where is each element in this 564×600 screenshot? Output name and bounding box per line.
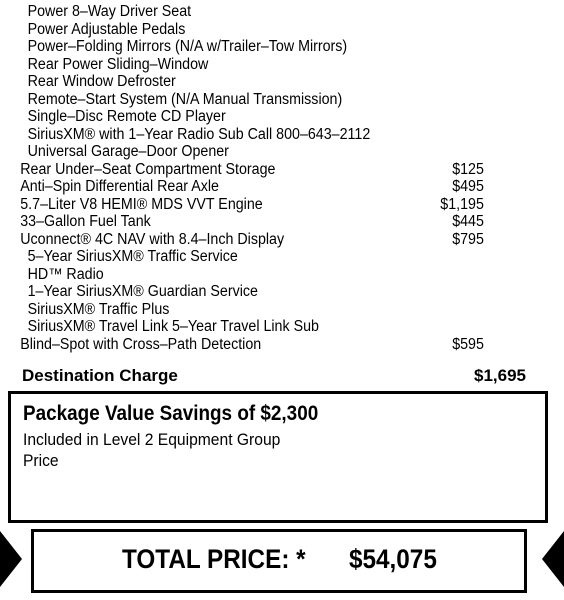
option-row — [0, 108, 519, 126]
option-label: Uconnect® 4C NAV with 8.4–Inch Display — [20, 230, 285, 248]
option-row — [0, 38, 519, 56]
arrow-right-icon — [0, 531, 28, 587]
option-row — [0, 266, 519, 284]
option-label: 33–Gallon Fuel Tank — [20, 213, 151, 230]
option-row — [0, 161, 519, 179]
option-row — [0, 336, 519, 354]
destination-charge-row — [22, 366, 526, 386]
option-row — [0, 178, 519, 196]
option-label: Power–Folding Mirrors (N/A w/Trailer–Tow Mirrors) — [27, 38, 348, 55]
package-savings-title: Package Value Savings of $2,300 — [23, 402, 319, 425]
option-label: Universal Garage–Door Opener — [27, 143, 229, 160]
option-label: Rear Under–Seat Compartment Storage — [20, 160, 276, 178]
destination-charge-price: $1,695 — [474, 366, 526, 385]
total-price-box — [31, 529, 527, 593]
option-label: Remote–Start System (N/A Manual Transmission) — [27, 90, 343, 108]
total-price-band — [0, 523, 564, 600]
option-row — [0, 231, 519, 249]
option-label: Rear Window Defroster — [27, 73, 176, 90]
option-row — [0, 126, 519, 144]
option-row — [0, 301, 519, 319]
option-label: SiriusXM® with 1–Year Radio Sub Call 800–643–2112 — [27, 125, 371, 143]
option-price: $495 — [452, 178, 484, 195]
option-label: Power 8–Way Driver Seat — [27, 3, 192, 20]
option-row — [0, 283, 519, 301]
option-row — [0, 143, 519, 161]
option-price: $595 — [452, 335, 484, 353]
option-row — [0, 213, 519, 231]
option-price: $1,195 — [440, 195, 484, 213]
package-savings-box — [8, 391, 548, 523]
destination-charge-label: Destination Charge — [22, 366, 178, 385]
option-label: Anti–Spin Differential Rear Axle — [20, 178, 219, 195]
option-row — [0, 56, 519, 74]
total-price-value: $54,075 — [349, 544, 437, 574]
option-price: $445 — [452, 213, 484, 230]
package-savings-line-1: Included in Level 2 Equipment Group — [23, 430, 281, 449]
option-row — [0, 196, 519, 214]
option-price: $125 — [452, 160, 484, 178]
option-label: Power Adjustable Pedals — [27, 20, 186, 38]
package-savings-line-2: Price — [23, 451, 59, 470]
option-row — [0, 21, 519, 39]
option-label: SiriusXM® Travel Link 5–Year Travel Link Sub — [27, 318, 319, 335]
option-label: 5.7–Liter V8 HEMI® MDS VVT Engine — [20, 195, 263, 213]
option-label: HD™ Radio — [27, 265, 104, 283]
option-label: 1–Year SiriusXM® Guardian Service — [27, 283, 258, 300]
option-label: 5–Year SiriusXM® Traffic Service — [27, 248, 238, 265]
option-label: SiriusXM® Traffic Plus — [27, 300, 170, 318]
total-price-label: TOTAL PRICE: * — [122, 544, 306, 574]
arrow-left-icon — [536, 531, 564, 587]
option-label: Rear Power Sliding–Window — [27, 55, 209, 73]
option-label: Single–Disc Remote CD Player — [27, 108, 226, 125]
option-list — [0, 3, 564, 353]
option-label: Blind–Spot with Cross–Path Detection — [20, 335, 262, 353]
option-row — [0, 318, 519, 336]
option-row — [0, 73, 519, 91]
option-row — [0, 248, 519, 266]
option-row — [0, 91, 519, 109]
option-price: $795 — [452, 230, 484, 248]
option-row — [0, 3, 519, 21]
